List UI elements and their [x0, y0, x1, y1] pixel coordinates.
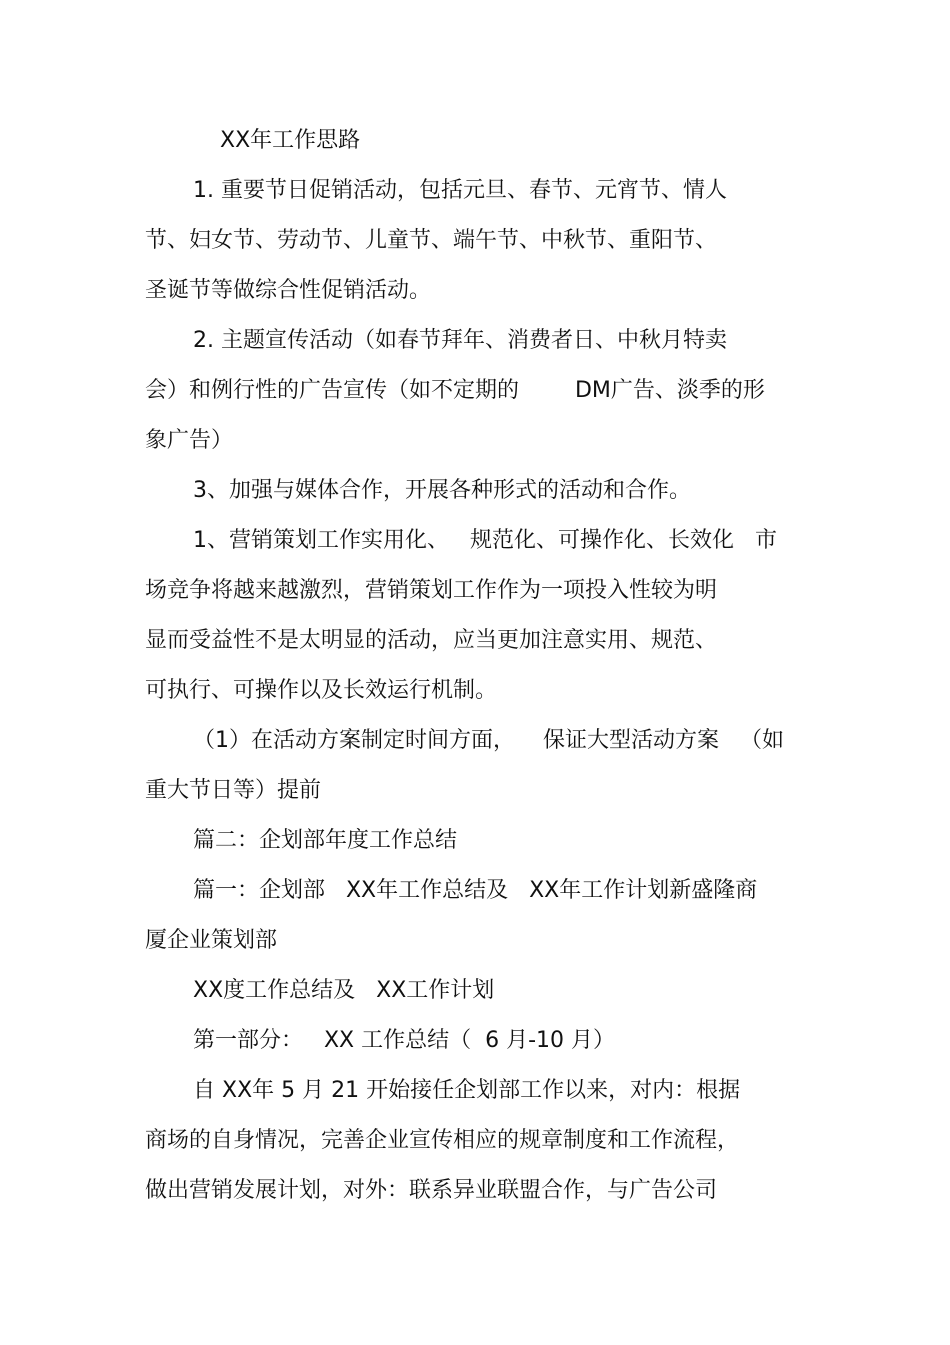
paragraph-line: 1、营销策划工作实用化、 规范化、可操作化、长效化 市 [193, 528, 777, 553]
paragraph-line: 3、加强与媒体合作，开展各种形式的活动和合作。 [193, 478, 691, 503]
paragraph-line: 节、妇女节、劳动节、儿童节、端午节、中秋节、重阳节、 [145, 228, 718, 253]
paragraph-line: 1. 重要节日促销活动，包括元旦、春节、元宵节、情人 [193, 178, 727, 203]
document-title: XX年工作思路 [220, 128, 361, 153]
paragraph-line: 场竞争将越来越激烈，营销策划工作作为一项投入性较为明 [145, 578, 718, 603]
paragraph-line: 象广告） [145, 428, 234, 453]
paragraph-line: 可执行、可操作以及长效运行机制。 [145, 678, 498, 703]
section-heading: XX度工作总结及 XX工作计划 [193, 978, 495, 1003]
paragraph-line: 自 XX年 5 月 21 开始接任企划部工作以来，对内：根据 [193, 1078, 741, 1103]
paragraph-line: 圣诞节等做综合性促销活动。 [145, 278, 432, 303]
paragraph-line: 2. 主题宣传活动（如春节拜年、消费者日、中秋月特卖 [193, 328, 727, 353]
paragraph-line: 商场的自身情况，完善企业宣传相应的规章制度和工作流程， [145, 1128, 740, 1153]
paragraph-line: 做出营销发展计划，对外：联系异业联盟合作，与广告公司 [145, 1178, 718, 1203]
section-heading: 篇一：企划部 XX年工作总结及 XX年工作计划新盛隆商 [193, 878, 758, 903]
paragraph-line: （1）在活动方案制定时间方面， 保证大型活动方案 （如 [193, 728, 784, 753]
paragraph-line: 厦企业策划部 [145, 928, 278, 953]
paragraph-line: 显而受益性不是太明显的活动，应当更加注意实用、规范、 [145, 628, 718, 653]
section-heading: 篇二：企划部年度工作总结 [193, 828, 458, 853]
paragraph-line: 重大节日等）提前 [145, 778, 322, 803]
section-heading: 第一部分： XX 工作总结（ 6 月-10 月） [193, 1028, 616, 1053]
paragraph-line: 会）和例行性的广告宣传（如不定期的 DM广告、淡季的形 [145, 378, 765, 403]
